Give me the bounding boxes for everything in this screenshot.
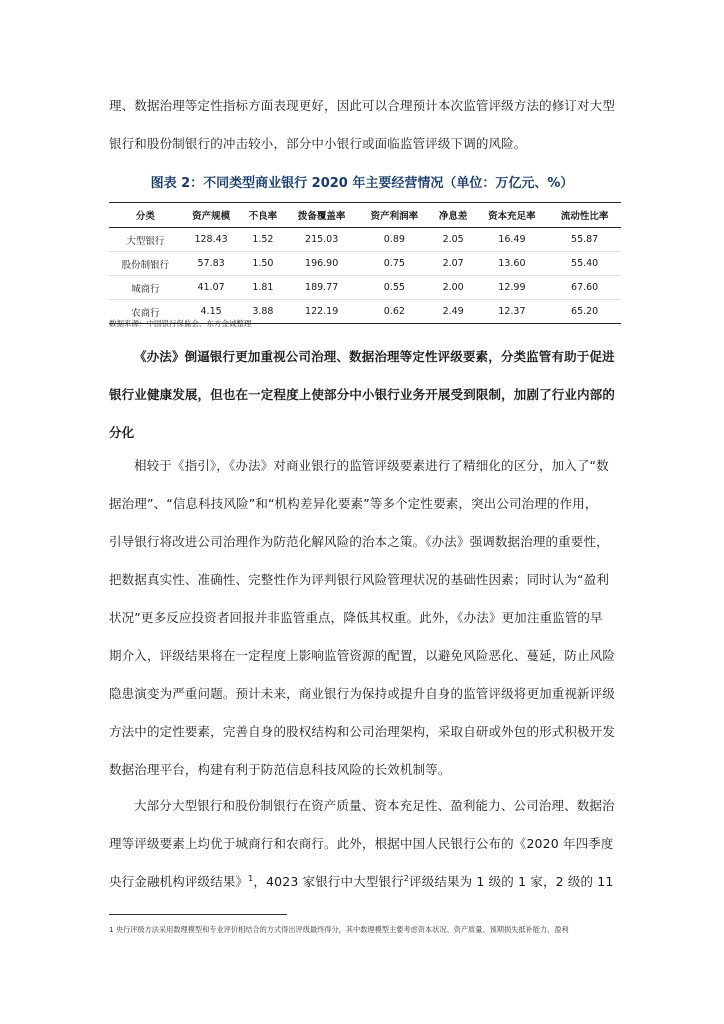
footnote-divider bbox=[109, 914, 287, 915]
table-cell: 0.89 bbox=[358, 228, 431, 252]
text-line: 相较于《指引》，《办法》对商业银行的监管评级要素进行了精细化的区分，加入了“数 bbox=[134, 458, 609, 473]
table-cell: 3.88 bbox=[240, 300, 285, 324]
text-line: 隐患演变为严重问题。预计未来，商业银行为保持或提升自身的监管评级将更加重视新评级 bbox=[109, 686, 615, 701]
body-paragraph-1 bbox=[109, 447, 615, 789]
table-cell: 农商行 bbox=[109, 300, 182, 324]
footnote-ref[interactable]: 2 bbox=[403, 873, 410, 883]
table-cell: 65.20 bbox=[548, 300, 621, 324]
text-line: 理、数据治理等定性指标方面表现更好，因此可以合理预计本次监管评级方法的修订对大型 bbox=[109, 98, 615, 113]
table-row bbox=[109, 252, 621, 276]
table-cell: 股份制银行 bbox=[109, 252, 182, 276]
table-cell: 55.87 bbox=[548, 228, 621, 252]
table-cell: 16.49 bbox=[476, 228, 549, 252]
table-cell: 13.60 bbox=[476, 252, 549, 276]
bank-operations-table bbox=[109, 202, 621, 324]
table-source: 数据来源：中国银行保监会、东方金诚整理 bbox=[109, 319, 252, 328]
table-cell: 128.43 bbox=[182, 228, 241, 252]
col-header: 流动性比率 bbox=[548, 203, 621, 228]
table-cell: 55.40 bbox=[548, 252, 621, 276]
footnote: 1 央行评级方法采用数理模型和专业评价相结合的方式得出评级最终得分，其中数理模型主要考虑资本状况、资产质量、预期损失抵补能力、盈利 bbox=[109, 925, 569, 934]
text-line: 把数据真实性、准确性、完整性作为评判银行风险管理状况的基础性因素；同时认为“盈利 bbox=[109, 572, 609, 587]
text-line: 方法中的定性要素，完善自身的股权结构和公司治理架构，采取自研或外包的形式积极开发 bbox=[109, 724, 615, 739]
text-line: 据治理”、“信息科技风险”和“机构差异化要素”等多个定性要素，突出公司治理的作用， bbox=[109, 496, 598, 511]
col-header: 净息差 bbox=[431, 203, 476, 228]
table-cell: 0.55 bbox=[358, 276, 431, 300]
table-caption: 图表 2：不同类型商业银行 2020 年主要经营情况（单位：万亿元、%） bbox=[150, 176, 574, 191]
col-header: 资产利润率 bbox=[358, 203, 431, 228]
text-span: ，4023 家银行中大型银行 bbox=[253, 874, 404, 889]
table-row bbox=[109, 228, 621, 252]
table-cell: 41.07 bbox=[182, 276, 241, 300]
table-cell: 0.75 bbox=[358, 252, 431, 276]
text-span: 评级结果为 1 级的 1 家，2 级的 11 bbox=[409, 874, 614, 889]
table-cell: 2.49 bbox=[431, 300, 476, 324]
table-cell: 215.03 bbox=[285, 228, 358, 252]
text-line: 理等评级要素上均优于城商行和农商行。此外，根据中国人民银行公布的《2020 年四季度 bbox=[109, 836, 614, 851]
col-header: 不良率 bbox=[240, 203, 285, 228]
table-cell: 城商行 bbox=[109, 276, 182, 300]
table-cell: 1.50 bbox=[240, 252, 285, 276]
col-header: 资本充足率 bbox=[476, 203, 549, 228]
text-line: 引导银行将改进公司治理作为防范化解风险的治本之策。《办法》强调数据治理的重要性， bbox=[109, 534, 609, 549]
text-line: 分化 bbox=[109, 425, 135, 440]
text-line: 期介入，评级结果将在一定程度上影响监管资源的配置，以避免风险恶化、蔓延，防止风险 bbox=[109, 648, 615, 663]
text-line: 银行业健康发展，但也在一定程度上使部分中小银行业务开展受到限制，加剧了行业内部的 bbox=[109, 387, 615, 402]
text-line: 《办法》倒逼银行更加重视公司治理、数据治理等定性评级要素，分类监管有助于促进 bbox=[134, 349, 615, 364]
table-cell: 1.81 bbox=[240, 276, 285, 300]
table-header-row bbox=[109, 203, 621, 228]
text-line: 数据治理平台，构建有利于防范信息科技风险的长效机制等。 bbox=[109, 762, 451, 777]
table-cell: 2.05 bbox=[431, 228, 476, 252]
table-cell: 12.37 bbox=[476, 300, 549, 324]
table-cell: 大型银行 bbox=[109, 228, 182, 252]
table-cell: 189.77 bbox=[285, 276, 358, 300]
table-cell: 196.90 bbox=[285, 252, 358, 276]
intro-paragraph bbox=[109, 87, 615, 163]
table-cell: 2.07 bbox=[431, 252, 476, 276]
body-paragraph-2 bbox=[109, 787, 615, 901]
table-cell: 57.83 bbox=[182, 252, 241, 276]
col-header: 拨备覆盖率 bbox=[285, 203, 358, 228]
table-row bbox=[109, 276, 621, 300]
text-line: 状况”更多反应投资者回报并非监管重点，降低其权重。此外，《办法》更加注重监管的早 bbox=[109, 610, 603, 625]
text-span: 央行金融机构评级结果》 bbox=[109, 874, 249, 889]
table-cell: 0.62 bbox=[358, 300, 431, 324]
table-cell: 4.15 bbox=[182, 300, 241, 324]
footnote-ref[interactable]: 1 bbox=[248, 873, 254, 883]
col-header: 资产规模 bbox=[182, 203, 241, 228]
section-heading bbox=[109, 338, 615, 452]
text-line: 大部分大型银行和股份制银行在资产质量、资本充足性、盈利能力、公司治理、数据治 bbox=[134, 798, 615, 813]
table-cell: 12.99 bbox=[476, 276, 549, 300]
table-cell: 2.00 bbox=[431, 276, 476, 300]
table-cell: 122.19 bbox=[285, 300, 358, 324]
text-line: 银行和股份制银行的冲击较小，部分中小银行或面临监管评级下调的风险。 bbox=[109, 136, 527, 151]
table-cell: 1.52 bbox=[240, 228, 285, 252]
text-line bbox=[109, 863, 615, 901]
table-cell: 67.60 bbox=[548, 276, 621, 300]
col-header: 分类 bbox=[109, 203, 182, 228]
